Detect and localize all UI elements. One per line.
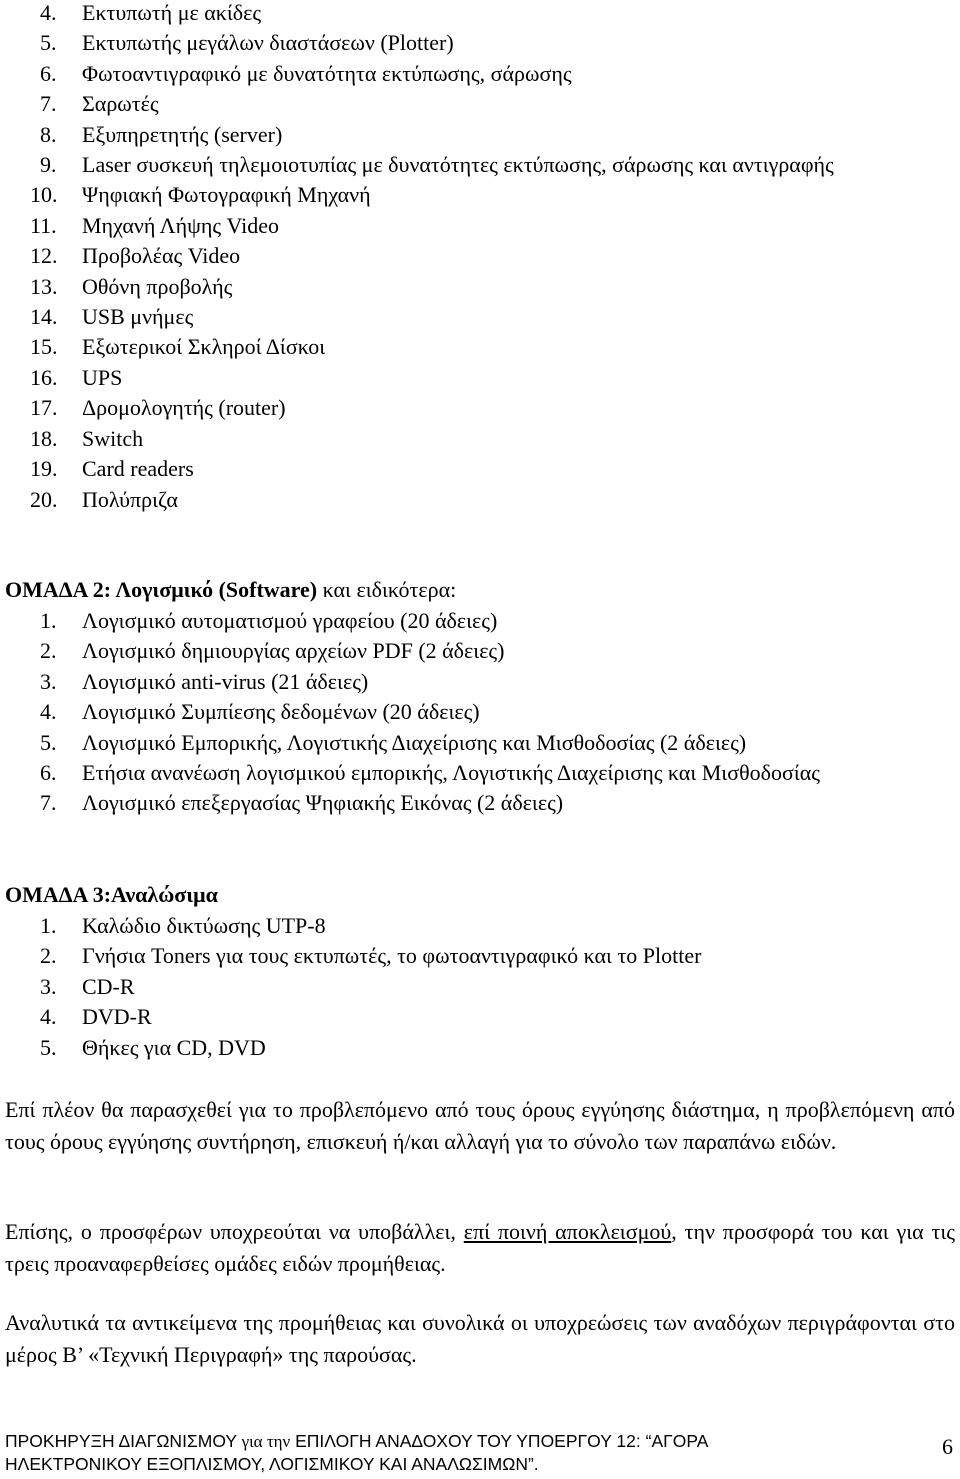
group3-heading: ΟΜΑΔΑ 3:Αναλώσιμα [5, 882, 218, 907]
list-item: 18. Switch [30, 425, 144, 451]
list-item: 20. Πολύπριζα [30, 486, 178, 512]
list-item: 19. Card readers [30, 456, 194, 482]
list-item: 7. Λογισμικό επεξεργασίας Ψηφιακής Εικόνας (2 άδειες) [40, 790, 564, 816]
exclusion-underlined-text: επί ποινή αποκλεισμού [463, 1219, 672, 1244]
list-item: 8. Εξυπηρετητής (server) [40, 121, 283, 147]
list-item: 6. Ετήσια ανανέωση λογισμικού εμπορικής, Λογιστικής Διαχείρισης και Μισθοδοσίας [40, 760, 821, 786]
consumables-list [0, 911, 701, 1063]
list-item: 2. Γνήσια Toners για τους εκτυπωτές, το φωτοαντιγραφικό και το Plotter [40, 943, 702, 969]
list-item: 9. Laser συσκευή τηλεμοιοτυπίας με δυνατότητες εκτύπωσης, σάρωσης και αντιγραφής [40, 152, 834, 178]
list-item: 15. Εξωτερικοί Σκληροί Δίσκοι [30, 334, 326, 360]
list-item: 13. Οθόνη προβολής [30, 273, 233, 299]
list-item: 1. Λογισμικό αυτοματισμού γραφείου (20 άδειες) [40, 608, 498, 633]
list-item: 2. Λογισμικό δημιουργίας αρχείων PDF (2 άδειες) [40, 638, 505, 664]
warranty-paragraph: Επί πλέον θα παρασχεθεί για το προβλεπόμενο από τους όρους εγγύησης διάστημα, η προβλεπόμενη από τους όρους εγγύησης συντήρηση, επισκευή ή/και αλλαγή για το σύνολο των παραπάνω ειδών. [5, 1097, 955, 1154]
footer-line-2: ΗΛΕΚΤΡΟΝΙΚΟΥ ΕΞΟΠΛΙΣΜΟΥ, ΛΟΓΙΣΜΙΚΟΥ ΚΑΙ ΑΝΑΛΩΣΙΜΩΝ”. [5, 1454, 539, 1474]
technical-description-paragraph: Αναλυτικά τα αντικείμενα της προμήθειας και συνολικά οι υποχρεώσεις των αναδόχων περιγράφονται στο μέρος Β’ «Τεχνική Περιγραφή» της παρούσας. [5, 1310, 955, 1367]
software-list [0, 606, 842, 819]
list-item: 4. Λογισμικό Συμπίεσης δεδομένων (20 άδειες) [40, 699, 480, 725]
list-item: 5. Θήκες για CD, DVD [40, 1034, 266, 1060]
list-item: 16. UPS [30, 364, 123, 390]
footer-line-1: ΠΡΟΚΗΡΥΞΗ ΔΙΑΓΩΝΙΣΜΟΥ για την ΕΠΙΛΟΓΗ ΑΝΑΔΟΧΟΥ ΤΟΥ ΥΠΟΕΡΓΟΥ 12: “ΑΓΟΡΑ [5, 1431, 709, 1451]
list-item: 4. Εκτυπωτή με ακίδες [40, 0, 262, 25]
list-item: 1. Καλώδιο δικτύωσης UTP-8 [40, 913, 326, 938]
list-item: 11. Μηχανή Λήψης Video [30, 212, 280, 238]
list-item: 14. USB μνήμες [30, 304, 194, 330]
list-item: 12. Προβολέας Video [30, 243, 241, 269]
list-item: 10. Ψηφιακή Φωτογραφική Μηχανή [30, 182, 371, 208]
submission-paragraph: Επίσης, ο προσφέρων υποχρεούται να υποβάλλει, επί ποινή αποκλεισμού, την προσφορά του και για τις τρεις προαναφερθείσες ομάδες ειδών προμήθειας. [5, 1219, 955, 1276]
equipment-list [0, 0, 862, 515]
list-item: 7. Σαρωτές [40, 91, 159, 117]
page-footer [5, 1430, 708, 1476]
page-number: 6 [942, 1434, 953, 1459]
list-item: 3. Λογισμικό anti-virus (21 άδειες) [40, 668, 369, 694]
list-item: 5. Λογισμικό Εμπορικής, Λογιστικής Διαχείρισης και Μισθοδοσίας (2 άδειες) [40, 729, 747, 755]
list-item: 4. DVD-R [40, 1004, 152, 1030]
list-item: 5. Εκτυπωτής μεγάλων διαστάσεων (Plotter) [40, 30, 454, 56]
list-item: 3. CD-R [40, 973, 135, 999]
list-item: 17. Δρομολογητής (router) [30, 395, 286, 421]
list-item: 6. Φωτοαντιγραφικό με δυνατότητα εκτύπωσης, σάρωσης [40, 60, 572, 86]
group2-heading: ΟΜΑΔΑ 2: Λογισμικό (Software) και ειδικότερα: [5, 577, 457, 602]
